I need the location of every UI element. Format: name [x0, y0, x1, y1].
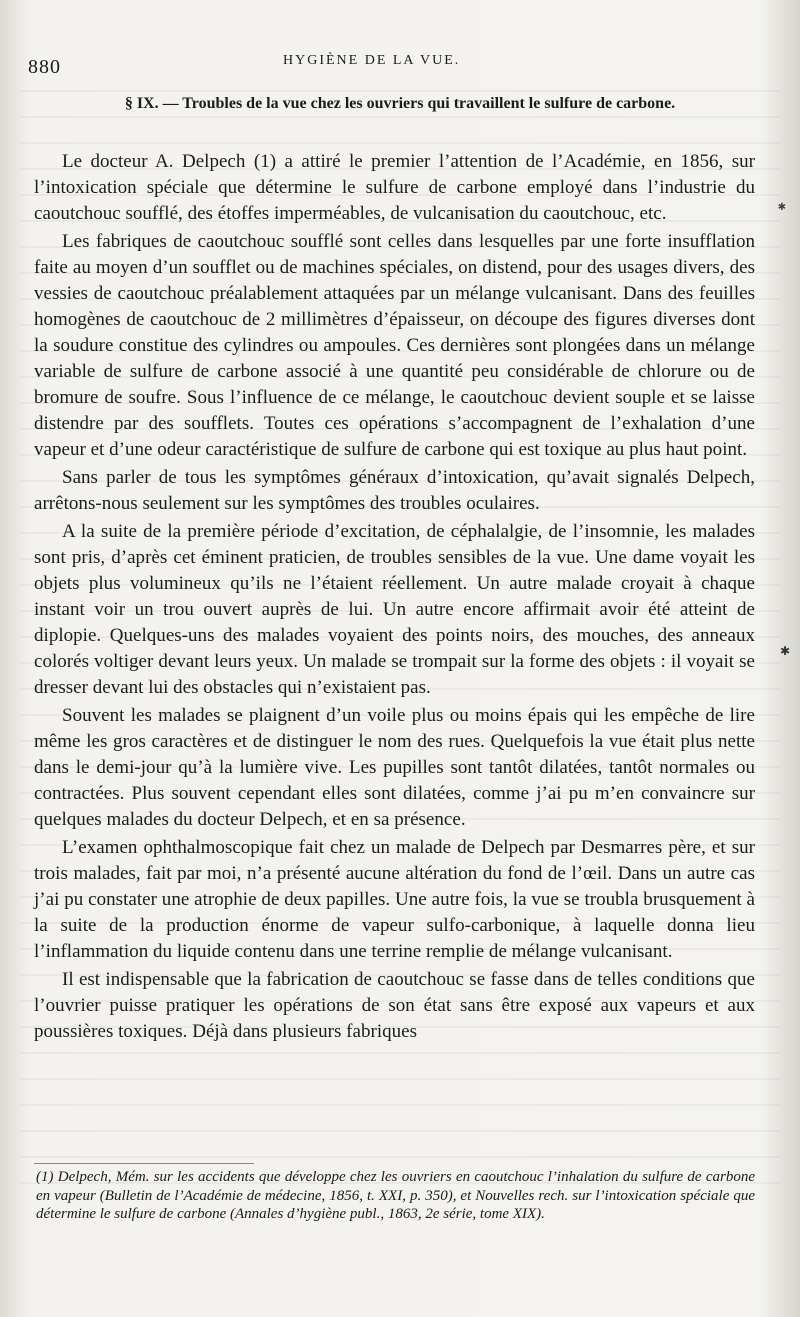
paragraph: Souvent les malades se plaignent d’un voile plus ou moins épais qui les empêche de lire même les gros caractères et de distinguer le nom des rues. Quelquefois la vue était plus nette dans le demi-jour qu’à la lumière vive. Les pupilles sont tantôt dilatées, tantôt normales ou contractées. Plus souvent cependant elles sont dilatées, comme j’ai pu m’en convaincre sur quelques malades du docteur Delpech, et en sa présence. [34, 705, 755, 830]
section-heading: § IX. — Troubles de la vue chez les ouvriers qui travaillent le sulfure de carbone. [124, 95, 676, 112]
paragraph: Les fabriques de caoutchouc soufflé sont celles dans lesquelles par une forte insufflation faite au moyen d’un soufflet ou de machines spéciales, on distend, pour des usages divers, des vessies de caoutchouc préalablement attaquées par un mélange vulcanisant. Dans des feuilles homogènes de caoutchouc de 2 millimètres d’épaisseur, on découpe des figures diverses dont la soudure constitue des cylindres ou ampoules. Ces dernières sont plongées dans un mélange variable de sulfure de carbone associé à une quantité peu considérable de chlorure ou de bromure de soufre. Sous l’influence de ce mélange, le caoutchouc devient souple et se laisse distendre par des soufflets. Toutes ces opérations s’accompagnent de l’exhalation d’une vapeur et d’une odeur caractéristique de sulfure de carbone qui est toxique au plus haut point. [34, 231, 755, 460]
paragraph: Il est indispensable que la fabrication de caoutchouc se fasse dans de telles conditions que l’ouvrier puisse pratiquer les opérations de son état sans être exposé aux vapeurs et aux poussières toxiques. Déjà dans plusieurs fabriques [34, 969, 755, 1042]
paragraph: Le docteur A. Delpech (1) a attiré le premier l’attention de l’Académie, en 1856, sur l’intoxication spéciale que détermine le sulfure de carbone employé dans l’industrie du caoutchouc soufflé, des étoffes imperméables, de vulcanisation du caoutchouc, etc. [34, 151, 755, 224]
paragraph: L’examen ophthalmoscopique fait chez un malade de Delpech par Desmarres père, et sur trois malades, fait par moi, n’a présenté aucune altération du fond de l’œil. Dans un autre cas j’ai pu constater une atrophie de deux papilles. Une autre fois, la vue se troubla brusquement à la suite de la production énorme de vapeur sulfo-carbonique, à laquelle donna lieu l’inflammation du liquide contenu dans une terrine remplie de mélange vulcanisant. [34, 837, 755, 962]
page-number: 880 [28, 56, 61, 78]
running-head: HYGIÈNE DE LA VUE. [283, 53, 461, 68]
footnote: (1) Delpech, Mém. sur les accidents que développe chez les ouvriers en caoutchouc l’inhalation du sulfure de carbone en vapeur (Bulletin de l’Académie de médecine, 1856, t. XXI, p. 350), et Nouvelles rech. sur l’intoxication spéciale que détermine le sulfure de carbone (Annales d’hygiène publ., 1863, 2e série, tome XIX). [36, 1169, 755, 1222]
paragraph: Sans parler de tous les symptômes généraux d’intoxication, qu’avait signalés Delpech, arrêtons-nous seulement sur les symptômes des troubles oculaires. [34, 467, 755, 514]
body-text [34, 149, 755, 1047]
margin-mark-icon: ✱ [779, 644, 790, 658]
footnote-rule [34, 1163, 254, 1164]
page-header [28, 46, 772, 76]
margin-mark-icon: ✱ [777, 202, 786, 213]
paragraph: A la suite de la première période d’excitation, de céphalalgie, de l’insomnie, les malades sont pris, d’après cet éminent praticien, de troubles sensibles de la vue. Une dame voyait les objets plus volumineux qu’ils ne l’étaient réellement. Un autre malade croyait à chaque instant voir un trou ouvert auprès de lui. Un autre encore affirmait avoir été atteint de diplopie. Quelques-uns des malades voyaient des points noirs, des mouches, des anneaux colorés voltiger devant leurs yeux. Un malade se trompait sur la forme des objets : il voyait se dresser devant lui des obstacles qui n’existaient pas. [34, 521, 755, 698]
